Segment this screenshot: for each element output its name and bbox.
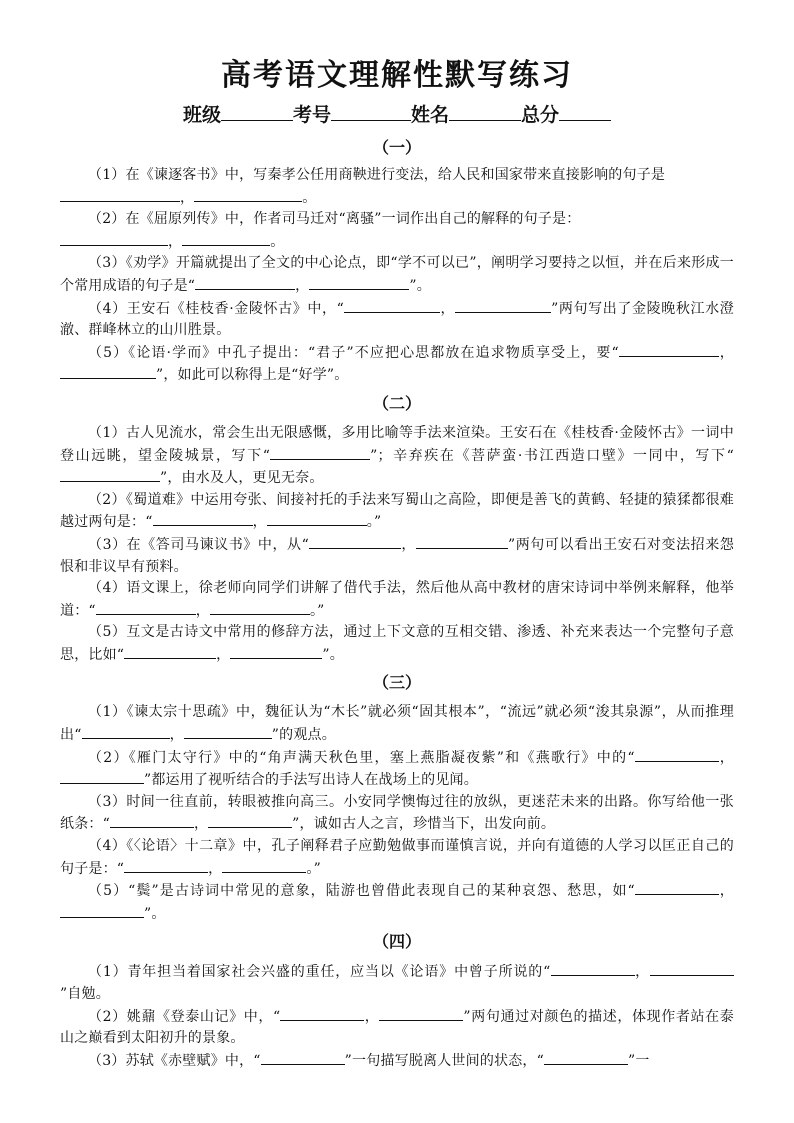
answer-blank[interactable] <box>208 813 292 828</box>
answer-blank[interactable] <box>635 880 719 895</box>
question-2-2: （2）《蜀道难》中运用夸张、间接衬托的手法来写蜀山之高险，即便是善飞的黄鹤、轻捷的猿猱都很难越过两句是：“ ， 。” <box>60 491 734 531</box>
question-2-5: （5）互文是古诗文中常用的修辞方法，通过上下文意的互相交错、渗透、补充来表达一个完整句子意思，比如“ ， ”。 <box>60 624 734 663</box>
answer-blank[interactable] <box>222 858 306 873</box>
answer-blank[interactable] <box>344 298 440 313</box>
class-blank[interactable] <box>221 102 293 121</box>
answer-blank[interactable] <box>455 298 551 313</box>
score-blank[interactable] <box>559 102 611 121</box>
answer-blank[interactable] <box>635 747 719 762</box>
answer-blank[interactable] <box>60 903 144 918</box>
question-1-1: （1）在《谏逐客书》中，写秦孝公任用商鞅进行变法，给人民和国家带来直接影响的句子是 ， 。 <box>60 165 734 209</box>
section-heading-3: （三） <box>372 673 421 693</box>
answer-blank[interactable] <box>650 961 734 976</box>
question-3-2: （2）《雁门太守行》中的“角声满天秋色里，塞上燕脂凝夜紫”和《燕歌行》中的“ ，”都运用了视听结合的手法写出诗人在战场上的见闻。 <box>60 747 734 792</box>
name-blank[interactable] <box>449 102 521 121</box>
answer-blank[interactable] <box>182 231 270 246</box>
answer-blank[interactable] <box>195 275 295 290</box>
answer-blank[interactable] <box>551 961 635 976</box>
answer-blank[interactable] <box>194 187 302 202</box>
exam-no-blank[interactable] <box>331 102 411 121</box>
section-heading-1: （一） <box>372 138 421 157</box>
answer-blank[interactable] <box>124 644 216 659</box>
exam-no-label: 考号 <box>292 104 331 126</box>
question-4-1: （1）青年担当着国家社会兴盛的重任，应当以《论语》中曾子所说的“ ，”自勉。 <box>60 961 734 1005</box>
section-heading-4: （四） <box>372 932 421 952</box>
answer-blank[interactable] <box>82 724 170 739</box>
answer-blank[interactable] <box>110 813 194 828</box>
question-4-2: （2）姚鼐《登泰山记》中，“ ， ”两句通过对颜色的描述，体现作者站在泰山之巅看到太阳初升的景象。 <box>60 1006 734 1050</box>
answer-blank[interactable] <box>379 1006 463 1021</box>
question-2-4: （4）语文课上，徐老师向同学们讲解了借代手法，然后他从高中教材的唐宋诗词中举例来解释，他举道：“ ， 。” <box>60 580 734 619</box>
answer-blank[interactable] <box>309 534 401 549</box>
question-3-1: （1）《谏太宗十思疏》中，魏征认为“木长”就必须“固其根本”，“流远”就必须“浚其泉源”，从而推理出“ ， ”的观点。 <box>60 704 734 744</box>
question-3-4: （4）《〈论语〉十二章》中，孔子阐释君子应勤勉做事而谨慎言说，并向有道德的人学习以匡正自己的句子是：“ ， 。” <box>60 838 734 877</box>
answer-blank[interactable] <box>124 858 208 873</box>
answer-blank[interactable] <box>60 187 180 202</box>
answer-blank[interactable] <box>280 1006 364 1021</box>
answer-blank[interactable] <box>60 769 144 784</box>
answer-blank[interactable] <box>96 600 196 615</box>
answer-blank[interactable] <box>261 1050 345 1065</box>
score-label: 总分 <box>521 104 560 126</box>
answer-blank[interactable] <box>267 511 367 526</box>
answer-blank[interactable] <box>60 231 168 246</box>
question-3-3: （3）时间一往直前，转眼被推向高三。小安同学懊悔过往的放纵，更迷茫未来的出路。你写给他一张纸条：“ ， ”，诚如古人之言，珍惜当下，出发向前。 <box>60 793 734 833</box>
answer-blank[interactable] <box>60 467 160 482</box>
answer-blank[interactable] <box>416 534 508 549</box>
answer-blank[interactable] <box>309 275 409 290</box>
answer-blank[interactable] <box>184 724 272 739</box>
answer-blank[interactable] <box>60 364 156 379</box>
answer-blank[interactable] <box>270 445 370 460</box>
answer-blank[interactable] <box>153 511 253 526</box>
answer-blank[interactable] <box>619 342 719 357</box>
question-3-5: （5）“鬓”是古诗词中常见的意象，陆游也曾借此表现自己的某种哀怨、愁思，如“ ，”。 <box>60 880 734 925</box>
question-1-4: （4）王安石《桂枝香·金陵怀古》中，“ ， ”两句写出了金陵晚秋江水澄澈、群峰林立的山川胜景。 <box>60 298 734 342</box>
question-1-2: （2）在《屈原列传》中，作者司马迁对“离骚”一词作出自己的解释的句子是： ， 。 <box>60 209 734 253</box>
question-4-3: （3）苏轼《赤壁赋》中，“ ”一句描写脱离人世间的状态，“ ”一 <box>60 1050 734 1073</box>
section-heading-2: （二） <box>372 393 421 413</box>
student-info-line <box>60 102 734 128</box>
question-2-3: （3）在《答司马谏议书》中，从“ ， ”两句可以看出王安石对变法招来怨恨和非议早有预料。 <box>60 534 734 578</box>
name-label: 姓名 <box>411 104 450 126</box>
question-1-3: （3）《劝学》开篇就提出了全文的中心论点，即“学不可以已”，阐明学习要持之以恒，并在后来形成一个常用成语的句子是“ ， ”。 <box>60 255 734 294</box>
answer-blank[interactable] <box>544 1050 628 1065</box>
class-label: 班级 <box>182 104 221 126</box>
worksheet-page <box>60 56 734 1072</box>
answer-blank[interactable] <box>230 644 322 659</box>
question-1-5: （5）《论语·学而》中孔子提出：“君子”不应把心思都放在追求物质享受上，要“ ，”，如此可以称得上是“好学”。 <box>60 342 734 387</box>
answer-blank[interactable] <box>210 600 310 615</box>
question-2-1: （1）古人见流水，常会生出无限感慨，多用比喻等手法来渲染。王安石在《桂枝香·金陵怀古》一词中登山远眺，望金陵城景，写下“ ”；辛弃疾在《菩萨蛮·书江西造口壁》一同中，写下“”，由水及人，更见无奈。 <box>60 424 734 487</box>
page-title: 高考语文理解性默写练习 <box>221 58 573 93</box>
